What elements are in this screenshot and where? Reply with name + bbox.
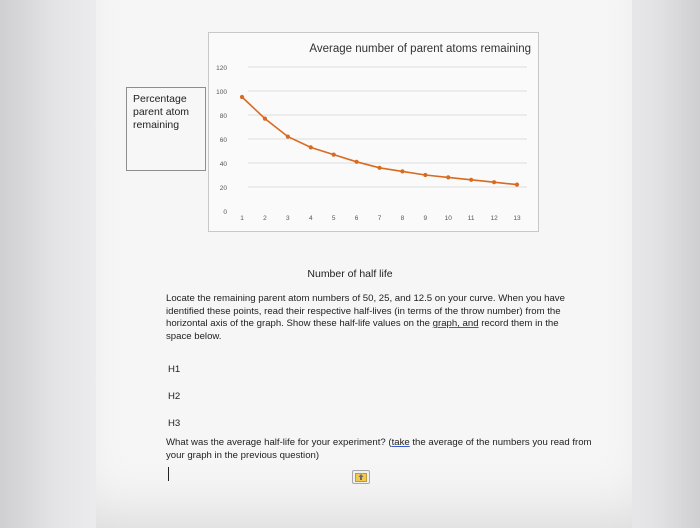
chart-title: Average number of parent atoms remaining [309, 43, 531, 55]
data-point [377, 166, 381, 170]
side-label-line: parent atom [133, 106, 190, 118]
average-question [166, 437, 596, 462]
half-life-3-label: H3 [168, 418, 181, 429]
text-cursor[interactable] [168, 467, 169, 481]
y-tick-label: 80 [219, 113, 227, 120]
half-life-1-label: H1 [168, 364, 181, 375]
y-tick-label: 40 [219, 161, 227, 168]
y-tick-label: 60 [219, 137, 227, 144]
x-tick-label: 9 [423, 215, 428, 222]
y-axis-label-box [126, 87, 206, 171]
x-tick-label: 8 [400, 215, 405, 222]
question-text: What was the average half-life for your experiment? ( [166, 437, 392, 448]
x-tick-label: 11 [467, 215, 475, 222]
data-point [469, 178, 473, 182]
x-tick-label: 10 [444, 215, 452, 222]
series-line [242, 97, 517, 185]
x-tick-label: 7 [377, 215, 382, 222]
data-point [286, 135, 290, 139]
data-point [240, 95, 244, 99]
question-link: take [391, 437, 410, 448]
question-end: the average of the numbers you read from your graph in the previous question) [166, 437, 592, 461]
x-tick-label: 2 [263, 215, 267, 222]
x-axis-label: Number of half life [307, 268, 393, 280]
data-point [446, 175, 450, 179]
instructions-text: Locate the remaining parent atom numbers of 50, 25, and 12.5 on your curve. When you have identified these points, read their respective half-lives (in terms of the throw number) from the horizontal axis of the graph. Show these half-life values on the [166, 293, 565, 330]
upload-button[interactable] [352, 470, 370, 484]
x-tick-label: 1 [240, 215, 244, 222]
x-tick-label: 12 [490, 215, 498, 222]
y-tick-label: 100 [216, 89, 227, 96]
half-life-2-label: H2 [168, 391, 181, 402]
instructions-paragraph [166, 293, 586, 343]
instructions-end: record them in the space below. [166, 318, 559, 342]
upload-file-icon [355, 472, 367, 482]
data-point [515, 183, 519, 187]
x-tick-label: 4 [308, 215, 313, 222]
data-point [332, 153, 336, 157]
side-label-line: Percentage [133, 93, 187, 105]
x-tick-label: 5 [331, 215, 336, 222]
y-tick-label: 120 [216, 65, 227, 72]
data-point [423, 173, 427, 177]
x-tick-label: 6 [354, 215, 359, 222]
y-tick-label: 0 [223, 209, 227, 216]
data-point [492, 180, 496, 184]
data-point [354, 160, 358, 164]
data-point [309, 145, 313, 149]
instructions-link: graph, and [432, 318, 479, 330]
data-point [400, 169, 404, 173]
y-tick-label: 20 [219, 185, 227, 192]
x-tick-label: 13 [513, 215, 521, 222]
data-point [263, 117, 267, 121]
chart-frame [208, 32, 539, 232]
x-tick-label: 3 [286, 215, 290, 222]
line-chart [209, 33, 538, 231]
side-label-line: remaining [133, 119, 180, 131]
